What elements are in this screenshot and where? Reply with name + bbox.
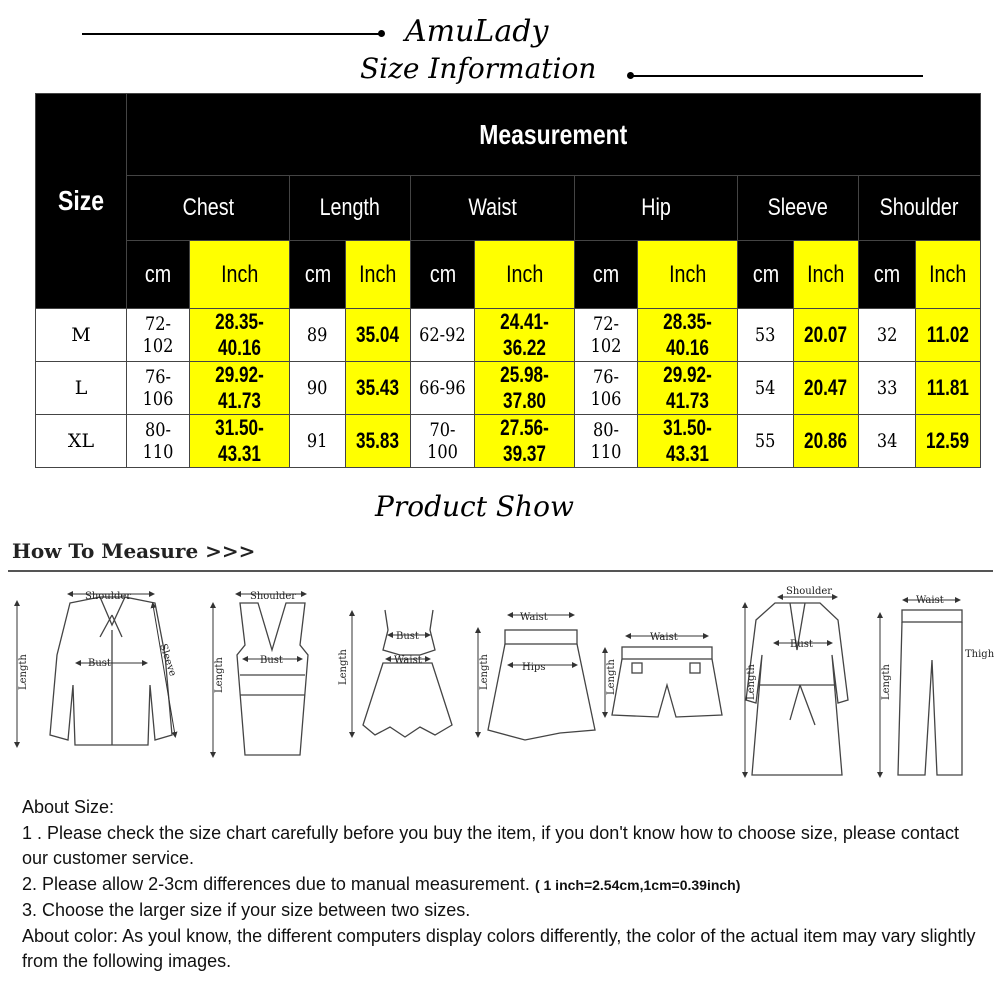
dress-diagram [363,610,452,737]
unit-cm: cm [859,241,916,309]
label-length: Length [214,657,225,693]
note-line-2 [22,872,982,899]
table-row [36,362,981,415]
table-cell: 76-106 [575,362,638,415]
pants-diagram [898,610,962,775]
size-notes [22,795,982,975]
how-to-measure-rule [8,570,993,572]
table-cell: 80-110 [127,415,190,468]
table-cell: 91 [290,415,346,468]
size-label: XL [36,415,127,468]
label-hips: Hips [522,662,546,673]
table-cell: 80-110 [575,415,638,468]
table-cell: 32 [859,309,916,362]
table-cell: 35.04 [346,309,411,362]
table-cell: 12.59 [916,415,981,468]
note-line-3: 3. Choose the larger size if your size between two sizes. [22,900,471,920]
label-thigh: Thigh [965,649,995,660]
unit-cm: cm [290,241,346,309]
table-cell: 66-96 [411,362,475,415]
about-size-heading: About Size: [22,797,115,817]
table-cell: 35.43 [346,362,411,415]
label-bust: Bust [88,658,111,669]
table-row [36,309,981,362]
note-line-1: 1 . Please check the size chart carefully before you buy the item, if you don't know how to choose size, please contact our customer service. [22,822,959,868]
table-cell: 89 [290,309,346,362]
table-cell: 28.35-40.16 [190,309,290,362]
header-rule-right [633,75,923,77]
label-length: Length [18,654,29,690]
blouse-diagram [50,597,172,745]
table-cell: 34 [859,415,916,468]
category-length: Length [290,176,411,241]
table-row [36,415,981,468]
unit-inch: Inch [916,241,981,309]
table-cell: 76-106 [127,362,190,415]
unit-cm: cm [575,241,638,309]
label-bust: Bust [396,631,419,642]
category-waist: Waist [411,176,575,241]
note-line-2-text: 2. Please allow 2-3cm differences due to manual measurement. [22,873,530,894]
table-cell: 53 [738,309,794,362]
about-color-note: About color: As youl know, the different computers display colors differently, the color of the actual item may vary slightly from the following images. [22,925,976,971]
how-to-measure-title: How To Measure >>> [12,539,256,563]
category-shoulder: Shoulder [859,176,981,241]
size-information-title: Size Information [360,52,597,85]
table-cell: 25.98-37.80 [475,362,575,415]
table-cell: 24.41-36.22 [475,309,575,362]
label-waist: Waist [520,612,548,623]
label-waist: Waist [650,632,678,643]
label-waist: Waist [916,595,944,606]
label-length: Length [479,654,490,690]
trench-coat-diagram [746,603,848,775]
table-cell: 29.92-41.73 [638,362,738,415]
table-cell: 11.02 [916,309,981,362]
unit-inch: Inch [346,241,411,309]
unit-inch: Inch [638,241,738,309]
tank-top-diagram [237,603,308,755]
label-shoulder: Shoulder [786,586,833,597]
size-label: L [36,362,127,415]
label-bust: Bust [790,639,813,650]
size-header: Size [36,94,127,309]
table-cell: 28.35-40.16 [638,309,738,362]
table-cell: 72-102 [575,309,638,362]
category-chest: Chest [127,176,290,241]
skirt-diagram [488,630,595,740]
table-cell: 31.50-43.31 [638,415,738,468]
table-cell: 62-92 [411,309,475,362]
category-sleeve: Sleeve [738,176,859,241]
table-cell: 54 [738,362,794,415]
table-cell: 72-102 [127,309,190,362]
header-rule-left [82,33,382,35]
category-hip: Hip [575,176,738,241]
label-shoulder: Shoulder [85,591,132,602]
size-chart-table [35,93,981,468]
unit-cm: cm [738,241,794,309]
measurement-diagrams [0,575,1000,790]
unit-inch: Inch [475,241,575,309]
unit-cm: cm [411,241,475,309]
unit-inch: Inch [190,241,290,309]
unit-inch: Inch [794,241,859,309]
table-cell: 90 [290,362,346,415]
label-length: Length [881,664,892,700]
table-cell: 27.56-39.37 [475,415,575,468]
product-show-title: Product Show [375,490,574,523]
unit-cm: cm [127,241,190,309]
table-cell: 31.50-43.31 [190,415,290,468]
label-shoulder: Shoulder [250,591,297,602]
table-cell: 35.83 [346,415,411,468]
label-waist: Waist [394,655,422,666]
table-cell: 20.47 [794,362,859,415]
table-cell: 70-100 [411,415,475,468]
label-length: Length [606,659,617,695]
size-label: M [36,309,127,362]
table-cell: 20.86 [794,415,859,468]
shorts-diagram [612,647,722,717]
header-rule-left-dot [378,30,385,37]
measurement-header: Measurement [127,94,981,176]
label-length: Length [338,649,349,685]
table-cell: 29.92-41.73 [190,362,290,415]
brand-name: AmuLady [405,14,549,49]
conversion-note: ( 1 inch=2.54cm,1cm=0.39inch) [534,876,741,893]
label-sleeve: Sleeve [157,642,178,678]
table-cell: 55 [738,415,794,468]
table-cell: 11.81 [916,362,981,415]
table-cell: 33 [859,362,916,415]
label-bust: Bust [260,655,283,666]
table-cell: 20.07 [794,309,859,362]
label-length: Length [746,664,757,700]
